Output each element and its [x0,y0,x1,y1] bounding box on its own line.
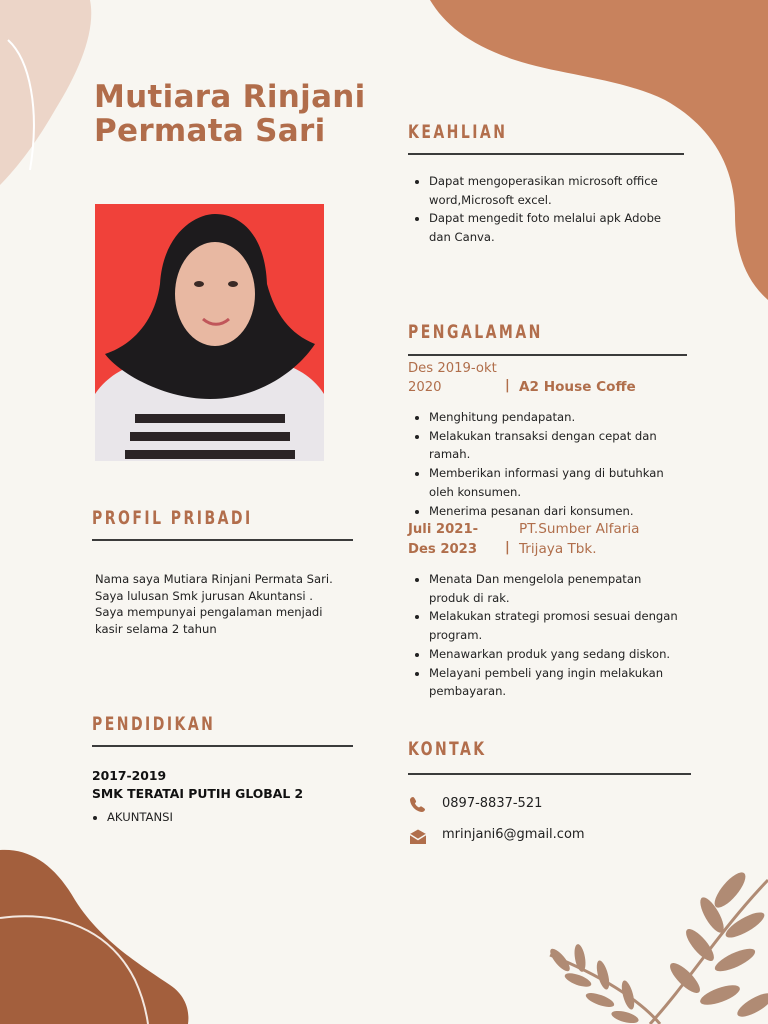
top-left-blob [0,0,91,185]
profile-text: Nama saya Mutiara Rinjani Permata Sari. Saya lulusan Smk jurusan Akuntansi . Saya mempunyai pengalaman menjadi kasir selama 2 tahun [95,572,333,636]
envelope-icon [409,829,427,845]
job-1-separator: | [505,378,510,393]
contact-heading: KONTAK [408,738,487,760]
list-item: Melakukan transaksi dengan cepat dan ramah. [408,427,676,464]
job-2-date-line-2: Des 2023 [408,542,478,557]
name-line-1: Mutiara Rinjani [94,79,366,115]
education-years: 2017-2019 [92,768,167,783]
list-item: Dapat mengoperasikan microsoft office word,Microsoft excel. [408,172,673,209]
contact-email[interactable]: mrinjani6@gmail.com [442,827,585,842]
top-right-blob [430,0,768,300]
profile-divider [92,539,353,541]
job-1-date-line-1: Des 2019-okt [408,361,497,376]
job-2-date-line-1: Juli 2021- [408,522,479,537]
job-1-company: A2 House Coffe [519,379,636,395]
education-list [86,808,326,827]
contact-phone[interactable]: 0897-8837-521 [442,796,543,811]
list-item: Menawarkan produk yang sedang diskon. [408,645,678,664]
list-item: Dapat mengedit foto melalui apk Adobe dan Canva. [408,209,673,246]
skills-divider [408,153,684,155]
skills-heading: KEAHLIAN [408,121,508,143]
phone-icon [409,795,427,813]
bottom-left-blob [0,850,188,1024]
job-2-duties-list [408,570,678,701]
job-2-company-line-1: PT.Sumber Alfaria [519,521,640,537]
contact-divider [408,773,691,775]
list-item: Menata Dan mengelola penempatan produk di rak. [408,570,678,607]
full-name [94,80,394,148]
job-1-duties-list [408,408,676,520]
skills-section [408,172,673,247]
education-heading: PENDIDIKAN [92,713,216,735]
experience-heading: PENGALAMAN [408,321,543,343]
list-item: AKUNTANSI [86,808,326,827]
leaf-branch-decoration [547,868,768,1024]
profile-photo [95,204,324,461]
list-item: Melayani pembeli yang ingin melakukan pembayaran. [408,664,678,701]
list-item: Menerima pesanan dari konsumen. [408,502,676,521]
education-items [86,808,326,827]
skills-list [408,172,673,247]
list-item: Melakukan strategi promosi sesuai dengan program. [408,607,678,644]
education-school: SMK TERATAI PUTIH GLOBAL 2 [92,786,304,801]
person-portrait-icon [95,204,324,461]
experience-divider [408,354,687,356]
list-item: Memberikan informasi yang di butuhkan oleh konsumen. [408,464,676,501]
job-2-separator: | [505,540,510,555]
list-item: Menghitung pendapatan. [408,408,676,427]
profile-heading: PROFIL PRIBADI [92,507,253,529]
job-1-date-line-2: 2020 [408,380,442,395]
job-2-company-line-2: Trijaya Tbk. [519,541,597,557]
job-1-duties [408,408,676,520]
education-divider [92,745,353,747]
name-line-2: Permata Sari [94,113,326,149]
job-2-duties [408,570,678,701]
